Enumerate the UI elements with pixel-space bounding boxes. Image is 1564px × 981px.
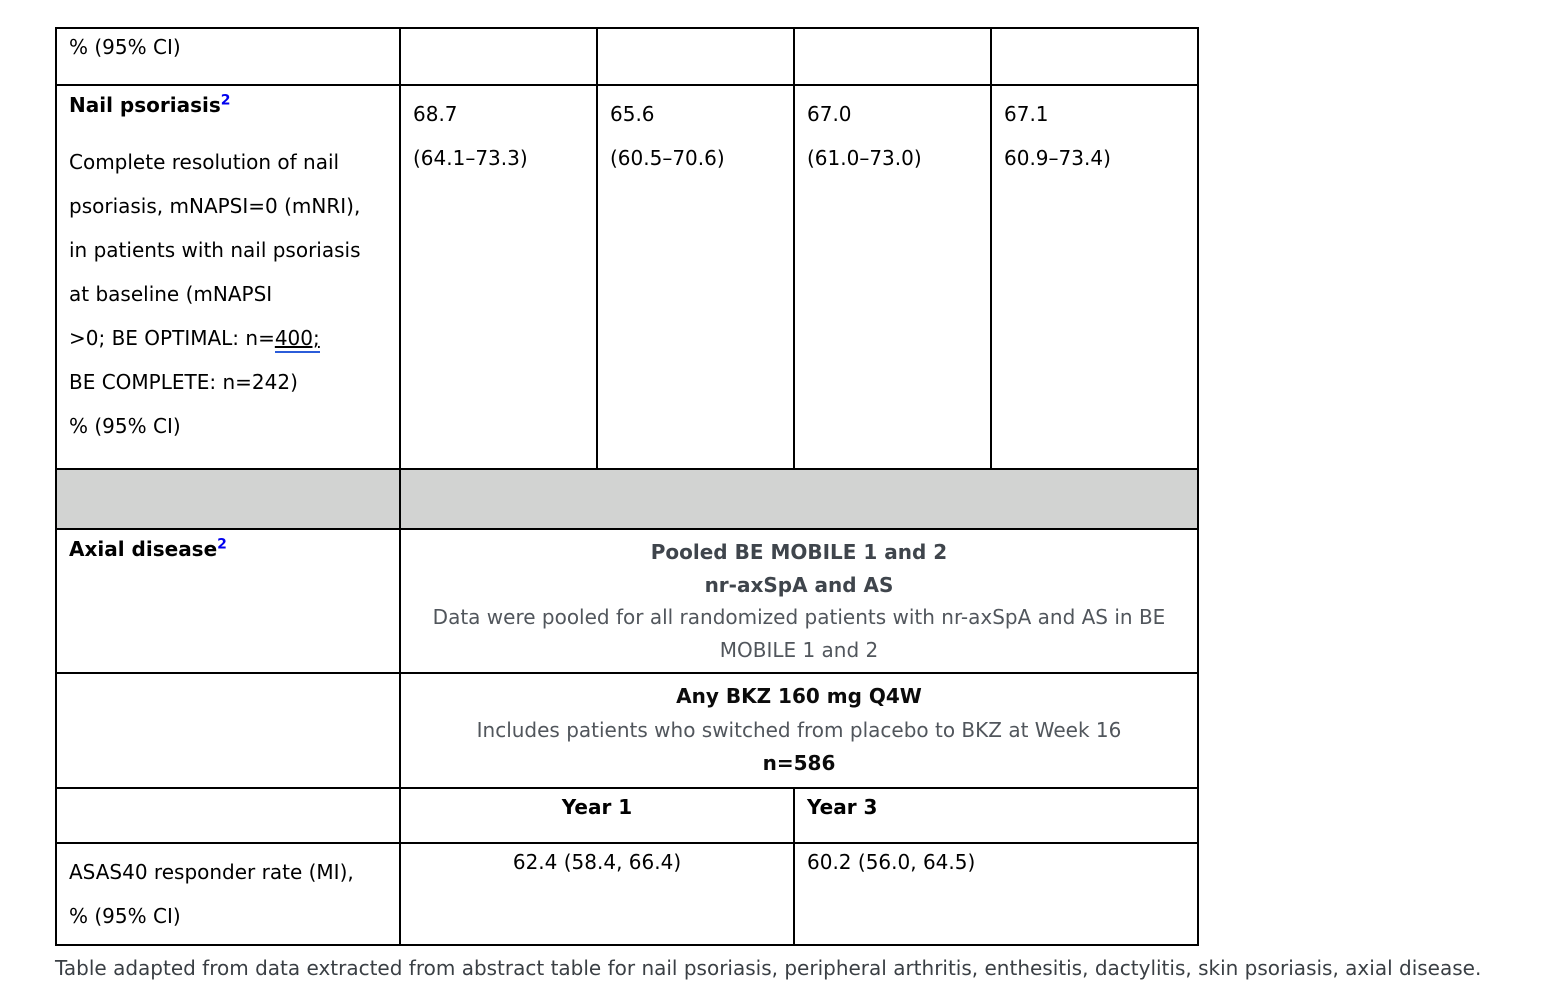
document-page	[55, 27, 1481, 981]
nail-value-ci: 60.9–73.4)	[1004, 146, 1111, 170]
clinical-results-table	[55, 27, 1199, 946]
nail-desc-line: BE COMPLETE: n=242)	[69, 370, 298, 394]
bkz-treatment-cell	[400, 673, 1198, 787]
nail-value-ci: (61.0–73.0)	[807, 146, 922, 170]
asas40-label-line: ASAS40 responder rate (MI),	[69, 859, 354, 884]
asas40-year3-value-cell	[794, 843, 1198, 945]
partial-top-label: % (95% CI)	[69, 35, 181, 59]
table-row-asas40	[56, 843, 1198, 945]
bkz-treatment-description: Includes patients who switched from placebo to BKZ at Week 16	[476, 717, 1122, 742]
nail-psoriasis-title	[69, 92, 387, 118]
nail-desc-line: Complete resolution of nail	[69, 150, 340, 174]
nail-value-cell-1	[400, 85, 597, 469]
nail-desc-line: at baseline (mNAPSI	[69, 282, 273, 306]
nail-value-ci: (60.5–70.6)	[610, 146, 725, 170]
axial-disease-footnote-marker: 2	[217, 536, 227, 553]
pooled-population: nr-axSpA and AS	[704, 572, 894, 597]
year3-header-cell	[794, 788, 1198, 843]
nail-desc-line: in patients with nail psoriasis	[69, 238, 361, 262]
empty-cell	[400, 28, 597, 85]
table-row-axial-disease	[56, 529, 1198, 673]
asas40-label-cell	[56, 843, 400, 945]
nail-value: 65.6	[610, 102, 655, 126]
nail-desc-line: >0; BE OPTIMAL: n=	[69, 326, 275, 350]
nail-desc-line: % (95% CI)	[69, 414, 181, 438]
table-row-partial-top	[56, 28, 1198, 85]
table-row-year-headers	[56, 788, 1198, 843]
pooled-study-cell	[400, 529, 1198, 673]
asas40-year1-value-cell	[400, 843, 794, 945]
nail-value: 68.7	[413, 102, 458, 126]
year3-header: Year 3	[807, 794, 878, 819]
empty-cell	[56, 788, 400, 843]
empty-cell	[991, 28, 1198, 85]
table-row-bkz-treatment	[56, 673, 1198, 787]
axial-disease-title	[69, 536, 387, 562]
bkz-treatment-title: Any BKZ 160 mg Q4W	[676, 684, 922, 709]
nail-desc-line: psoriasis, mNAPSI=0 (mNRI),	[69, 194, 361, 218]
pooled-description-line: Data were pooled for all randomized patients with nr-axSpA and AS in BE	[432, 605, 1166, 630]
pooled-description-line: MOBILE 1 and 2	[719, 637, 879, 662]
nail-value-ci: (64.1–73.3)	[413, 146, 528, 170]
nail-value: 67.0	[807, 102, 852, 126]
asas40-year1-value: 62.4 (58.4, 66.4)	[512, 849, 682, 874]
axial-disease-title-text: Axial disease	[69, 537, 218, 561]
separator-cell-left	[56, 469, 400, 529]
table-row-nail-psoriasis	[56, 85, 1198, 469]
partial-top-label-cell	[56, 28, 400, 85]
pooled-study-title: Pooled BE MOBILE 1 and 2	[650, 540, 948, 564]
pooled-description	[413, 601, 1185, 666]
year1-header-cell	[400, 788, 794, 843]
separator-cell-right	[400, 469, 1198, 529]
nail-value-cell-2	[597, 85, 794, 469]
asas40-label	[69, 850, 387, 938]
nail-value-cell-4	[991, 85, 1198, 469]
nail-value: 67.1	[1004, 102, 1049, 126]
asas40-year3-value: 60.2 (56.0, 64.5)	[807, 849, 976, 874]
empty-cell	[794, 28, 991, 85]
empty-cell	[56, 673, 400, 787]
nail-value-cell-3	[794, 85, 991, 469]
table-row-separator	[56, 469, 1198, 529]
nail-psoriasis-description	[69, 140, 387, 448]
year1-header: Year 1	[561, 794, 633, 819]
bkz-sample-size: n=586	[762, 751, 836, 776]
nail-psoriasis-label-cell	[56, 85, 400, 469]
asas40-label-line: % (95% CI)	[69, 903, 181, 928]
table-caption: Table adapted from data extracted from abstract table for nail psoriasis, peripheral arthritis, enthesitis, dactylitis, skin psoriasis, axial disease.	[55, 955, 1482, 980]
nail-psoriasis-footnote-marker: 2	[220, 92, 231, 109]
nail-psoriasis-title-text: Nail psoriasis	[69, 93, 221, 117]
nail-desc-inserted-text: 400;	[275, 326, 320, 353]
axial-disease-label-cell	[56, 529, 400, 673]
empty-cell	[597, 28, 794, 85]
